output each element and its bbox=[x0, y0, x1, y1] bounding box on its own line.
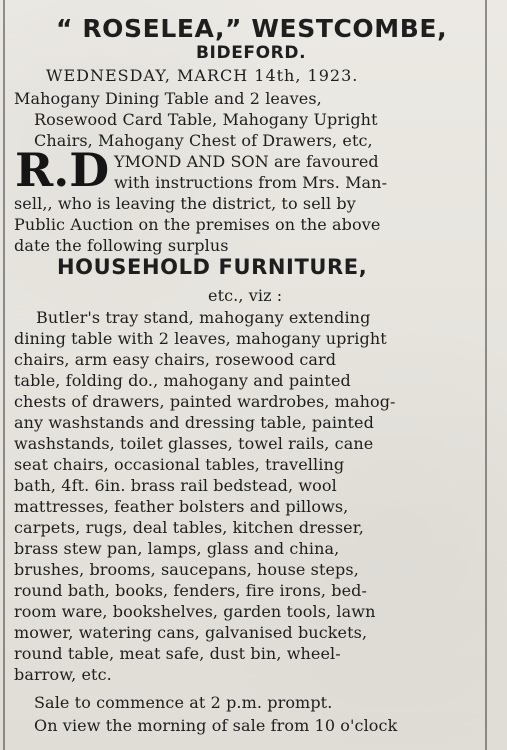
left-column-rule bbox=[3, 0, 5, 750]
item-line-5: chests of drawers, painted wardrobes, mahog- bbox=[14, 392, 396, 411]
right-column-rule bbox=[485, 0, 487, 750]
intro-line-2: Rosewood Card Table, Mahogany Upright bbox=[34, 110, 378, 129]
sale-date: WEDNESDAY, MARCH 14th, 1923. bbox=[46, 66, 359, 85]
item-line-7: washstands, toilet glasses, towel rails, cane bbox=[14, 434, 374, 453]
announcement-dropcap: R.D bbox=[15, 143, 110, 197]
item-line-11: carpets, rugs, deal tables, kitchen dresser, bbox=[14, 518, 364, 537]
item-line-10: mattresses, feather bolsters and pillows, bbox=[14, 497, 349, 516]
item-line-16: mower, watering cans, galvanised buckets, bbox=[14, 623, 368, 642]
item-line-12: brass stew pan, lamps, glass and china, bbox=[14, 539, 340, 558]
announcement-line-3: sell,, who is leaving the district, to sell by bbox=[14, 194, 356, 213]
announcement-line-4: Public Auction on the premises on the above bbox=[14, 215, 381, 234]
furniture-heading: HOUSEHOLD FURNITURE, bbox=[57, 255, 368, 279]
announcement-line-1: YMOND AND SON are favoured bbox=[114, 152, 379, 171]
item-line-8: seat chairs, occasional tables, travelling bbox=[14, 455, 345, 474]
item-line-17: round table, meat safe, dust bin, wheel- bbox=[14, 644, 341, 663]
furniture-subheading: etc., viz : bbox=[208, 286, 283, 305]
item-line-15: room ware, bookshelves, garden tools, lawn bbox=[14, 602, 376, 621]
item-line-14: round bath, books, fenders, fire irons, bed- bbox=[14, 581, 368, 600]
item-line-18: barrow, etc. bbox=[14, 665, 112, 684]
item-line-1: Butler's tray stand, mahogany extending bbox=[36, 308, 371, 327]
location: BIDEFORD. bbox=[196, 43, 307, 63]
property-title: “ ROSELEA,” WESTCOMBE, bbox=[56, 14, 448, 43]
item-line-3: chairs, arm easy chairs, rosewood card bbox=[14, 350, 337, 369]
item-line-9: bath, 4ft. 6in. brass rail bedstead, wool bbox=[14, 476, 337, 495]
intro-line-1: Mahogany Dining Table and 2 leaves, bbox=[14, 89, 322, 108]
viewing-note: On view the morning of sale from 10 o'clock bbox=[34, 716, 398, 735]
announcement-line-2: with instructions from Mrs. Man- bbox=[114, 173, 388, 192]
item-line-4: table, folding do., mahogany and painted bbox=[14, 371, 351, 390]
item-line-6: any washstands and dressing table, painted bbox=[14, 413, 374, 432]
item-line-2: dining table with 2 leaves, mahogany upright bbox=[14, 329, 387, 348]
intro-line-3: Chairs, Mahogany Chest of Drawers, etc, bbox=[34, 131, 373, 150]
announcement-line-5: date the following surplus bbox=[14, 236, 229, 255]
item-line-13: brushes, brooms, saucepans, house steps, bbox=[14, 560, 359, 579]
sale-time-note: Sale to commence at 2 p.m. prompt. bbox=[34, 693, 333, 712]
